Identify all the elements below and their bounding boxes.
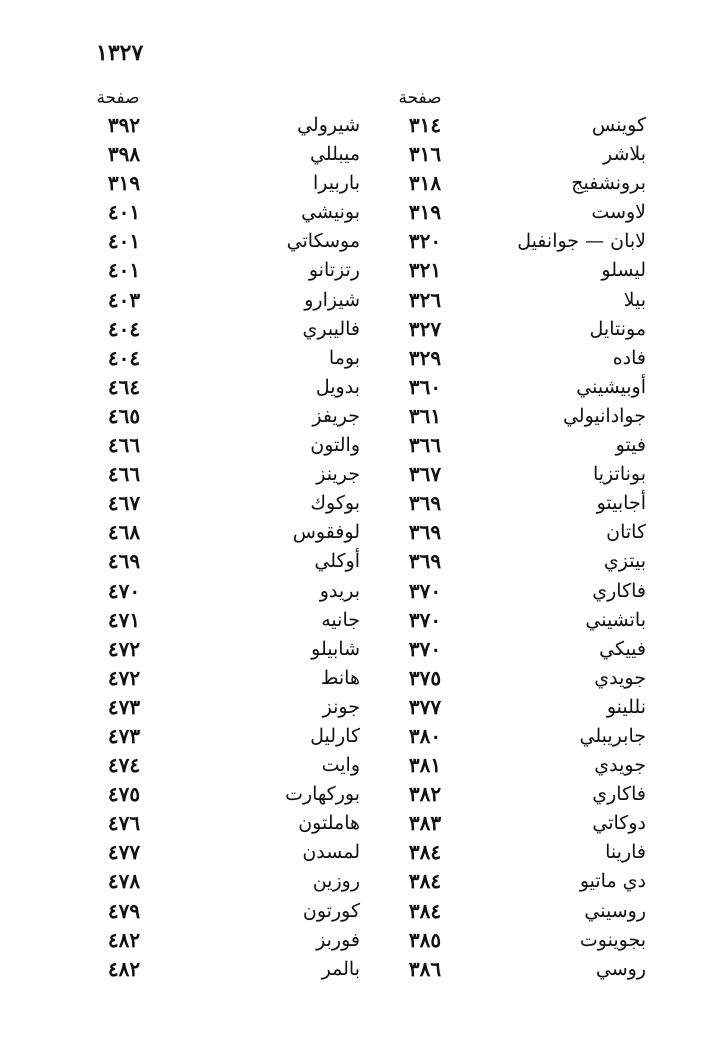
table-row bbox=[0, 635, 720, 664]
table-row bbox=[0, 926, 720, 955]
right-page: ٣٦٧ bbox=[408, 462, 442, 487]
left-name: هانط bbox=[320, 666, 360, 689]
table-row bbox=[0, 809, 720, 838]
right-page: ٣٨٢ bbox=[408, 782, 442, 807]
left-page: ٤٠٤ bbox=[107, 316, 141, 341]
left-name: باربيرا bbox=[312, 172, 360, 195]
right-page: ٣٢٦ bbox=[408, 287, 442, 312]
right-page: ٣١٩ bbox=[408, 200, 442, 225]
left-page: ٣٩٢ bbox=[107, 113, 141, 137]
left-name: بونيشي bbox=[301, 201, 360, 224]
right-name: روسيني bbox=[584, 899, 646, 922]
left-name: كورتون bbox=[302, 899, 360, 922]
left-name: جرينز bbox=[316, 463, 360, 486]
right-name: ليسلو bbox=[601, 259, 646, 282]
left-page: ٤٦٩ bbox=[107, 549, 141, 574]
table-row bbox=[0, 140, 720, 169]
right-page: ٣٧٧ bbox=[408, 694, 442, 719]
right-name: دي ماتيو bbox=[579, 870, 646, 893]
right-name: بيلا bbox=[623, 288, 646, 311]
left-page: ٤٦٥ bbox=[107, 403, 141, 428]
table-row bbox=[0, 955, 720, 984]
right-page: ٣٨٣ bbox=[408, 811, 442, 836]
right-name: بيتزي bbox=[603, 550, 646, 573]
left-page: ٣٩٨ bbox=[107, 142, 141, 167]
left-page: ٤٠١ bbox=[107, 258, 141, 283]
right-page: ٣٢٠ bbox=[408, 229, 442, 254]
right-name: مونتايل bbox=[589, 317, 646, 340]
left-page: ٤٧٧ bbox=[107, 840, 141, 865]
right-page: ٣٦٩ bbox=[408, 520, 442, 545]
right-page: ٣١٦ bbox=[408, 142, 442, 167]
left-name: بدويل bbox=[315, 375, 360, 398]
left-name: روزين bbox=[312, 870, 360, 893]
right-page: ٣١٨ bbox=[408, 171, 442, 196]
table-row bbox=[0, 780, 720, 809]
column-header-left: صفحة bbox=[96, 88, 140, 108]
table-row bbox=[0, 867, 720, 896]
right-name: باتشيني bbox=[585, 608, 646, 631]
right-page: ٣٢٧ bbox=[408, 316, 442, 341]
left-page: ٣١٩ bbox=[107, 171, 141, 196]
left-page: ٤٨٢ bbox=[107, 927, 141, 952]
right-name: فاكاري bbox=[592, 579, 646, 602]
left-page: ٤٠١ bbox=[107, 200, 141, 225]
table-row bbox=[0, 286, 720, 315]
table-row bbox=[0, 460, 720, 489]
right-page: ٣٨٤ bbox=[408, 898, 442, 923]
table-row bbox=[0, 402, 720, 431]
left-page: ٤٠١ bbox=[107, 229, 141, 254]
left-name: ميبللي bbox=[309, 143, 360, 166]
left-name: موسكاتي bbox=[286, 230, 360, 253]
left-page: ٤٧٨ bbox=[107, 869, 141, 894]
table-row bbox=[0, 547, 720, 576]
right-page: ٣١٤ bbox=[408, 113, 442, 137]
left-name: وايت bbox=[321, 754, 360, 777]
right-page: ٣٦٦ bbox=[408, 433, 442, 458]
left-page: ٤٧٤ bbox=[107, 753, 141, 778]
right-name: كوينس bbox=[591, 114, 646, 136]
left-page: ٤٧٦ bbox=[107, 811, 141, 836]
right-name: جوادانيولي bbox=[562, 404, 646, 427]
left-name: بوكوك bbox=[310, 492, 360, 515]
left-name: فاليبري bbox=[302, 317, 360, 340]
right-name: جويدي bbox=[594, 666, 646, 689]
table-row bbox=[0, 693, 720, 722]
table-row bbox=[0, 344, 720, 373]
right-name: جويدي bbox=[594, 754, 646, 777]
right-page: ٣٦٩ bbox=[408, 491, 442, 516]
column-header-right: صفحة bbox=[398, 88, 442, 108]
right-name: دوكاتي bbox=[592, 812, 646, 835]
left-name: شيرولي bbox=[297, 114, 360, 136]
left-name: بريدو bbox=[319, 579, 360, 602]
right-name: فييكي bbox=[599, 637, 646, 660]
right-page: ٣٨١ bbox=[408, 753, 442, 778]
table-row bbox=[0, 111, 720, 140]
table-row bbox=[0, 227, 720, 256]
right-page: ٣٧٥ bbox=[408, 665, 442, 690]
left-page: ٤٦٤ bbox=[107, 374, 141, 399]
right-name: كاتان bbox=[606, 521, 646, 544]
right-name: بلاشر bbox=[602, 143, 646, 166]
right-name: بوناتزيا bbox=[592, 463, 646, 486]
right-name: فاكاري bbox=[592, 783, 646, 806]
left-page: ٤٦٧ bbox=[107, 491, 141, 516]
right-page: ٣٧٠ bbox=[408, 636, 442, 661]
left-page: ٤٦٨ bbox=[107, 520, 141, 545]
left-page: ٤٦٦ bbox=[107, 433, 141, 458]
left-page: ٤٧٩ bbox=[107, 898, 141, 923]
left-page: ٤٦٦ bbox=[107, 462, 141, 487]
left-name: كارليل bbox=[310, 724, 360, 747]
left-page: ٤٧٢ bbox=[107, 665, 141, 690]
table-row bbox=[0, 315, 720, 344]
left-name: هاملتون bbox=[298, 812, 360, 835]
right-name: لابان — جوانفيل bbox=[517, 230, 646, 253]
left-name: جانيه bbox=[321, 608, 360, 631]
left-name: شيزارو bbox=[304, 288, 360, 311]
right-page: ٣٢٩ bbox=[408, 345, 442, 370]
right-page: ٣٨٦ bbox=[408, 956, 442, 981]
right-name: جابريبلي bbox=[579, 724, 646, 747]
left-name: جريفز bbox=[312, 404, 360, 427]
left-name: بوما bbox=[328, 346, 360, 369]
right-name: فارينا bbox=[605, 841, 646, 864]
table-row bbox=[0, 751, 720, 780]
page-number: ١٣٢٧ bbox=[96, 40, 144, 66]
right-name: فاده bbox=[612, 346, 646, 369]
left-page: ٤٧٣ bbox=[107, 723, 141, 748]
table-row bbox=[0, 722, 720, 751]
table-row bbox=[0, 664, 720, 693]
right-page: ٣٦٩ bbox=[408, 549, 442, 574]
left-name: رتزتانو bbox=[308, 259, 360, 282]
left-name: بوركهارت bbox=[285, 783, 360, 806]
right-page: ٣٨٠ bbox=[408, 723, 442, 748]
right-name: نللينو bbox=[606, 695, 646, 718]
table-row bbox=[0, 518, 720, 547]
right-name: بجوينوت bbox=[579, 928, 646, 951]
right-page: ٣٦١ bbox=[408, 403, 442, 428]
table-row bbox=[0, 489, 720, 518]
right-name: لاوست bbox=[591, 201, 646, 224]
left-page: ٤٧٣ bbox=[107, 694, 141, 719]
left-name: لمسدن bbox=[302, 841, 360, 864]
left-page: ٤٧٠ bbox=[107, 578, 141, 603]
table-row bbox=[0, 838, 720, 867]
table-row bbox=[0, 198, 720, 227]
table-row bbox=[0, 897, 720, 926]
left-page: ٤٧٥ bbox=[107, 782, 141, 807]
left-name: جونز bbox=[322, 695, 360, 718]
right-page: ٣٧٠ bbox=[408, 578, 442, 603]
left-name: لوفقوس bbox=[292, 521, 360, 544]
right-page: ٣٧٠ bbox=[408, 607, 442, 632]
table-row bbox=[0, 256, 720, 285]
right-name: فيتو bbox=[615, 434, 646, 457]
table-row bbox=[0, 431, 720, 460]
left-name: والتون bbox=[310, 434, 360, 457]
table-row bbox=[0, 373, 720, 402]
right-page: ٣٨٤ bbox=[408, 869, 442, 894]
left-page: ٤٧١ bbox=[107, 607, 141, 632]
left-name: شابيلو bbox=[311, 637, 360, 660]
right-name: أوبيشيني bbox=[576, 375, 646, 398]
right-page: ٣٨٤ bbox=[408, 840, 442, 865]
left-page: ٤٠٤ bbox=[107, 345, 141, 370]
left-name: فوربز bbox=[316, 928, 360, 951]
right-page: ٣٦٠ bbox=[408, 374, 442, 399]
left-name: بالمر bbox=[321, 957, 360, 980]
table-row bbox=[0, 577, 720, 606]
table-row bbox=[0, 606, 720, 635]
index-table bbox=[0, 111, 720, 984]
left-page: ٤٨٢ bbox=[107, 956, 141, 981]
right-name: روسي bbox=[595, 957, 646, 980]
left-page: ٤٠٣ bbox=[107, 287, 141, 312]
right-page: ٣٨٥ bbox=[408, 927, 442, 952]
right-name: أجابيتو bbox=[596, 492, 646, 515]
table-row bbox=[0, 169, 720, 198]
left-page: ٤٧٢ bbox=[107, 636, 141, 661]
left-name: أوكلي bbox=[314, 550, 360, 573]
right-name: برونشفيج bbox=[571, 172, 646, 195]
right-page: ٣٢١ bbox=[408, 258, 442, 283]
